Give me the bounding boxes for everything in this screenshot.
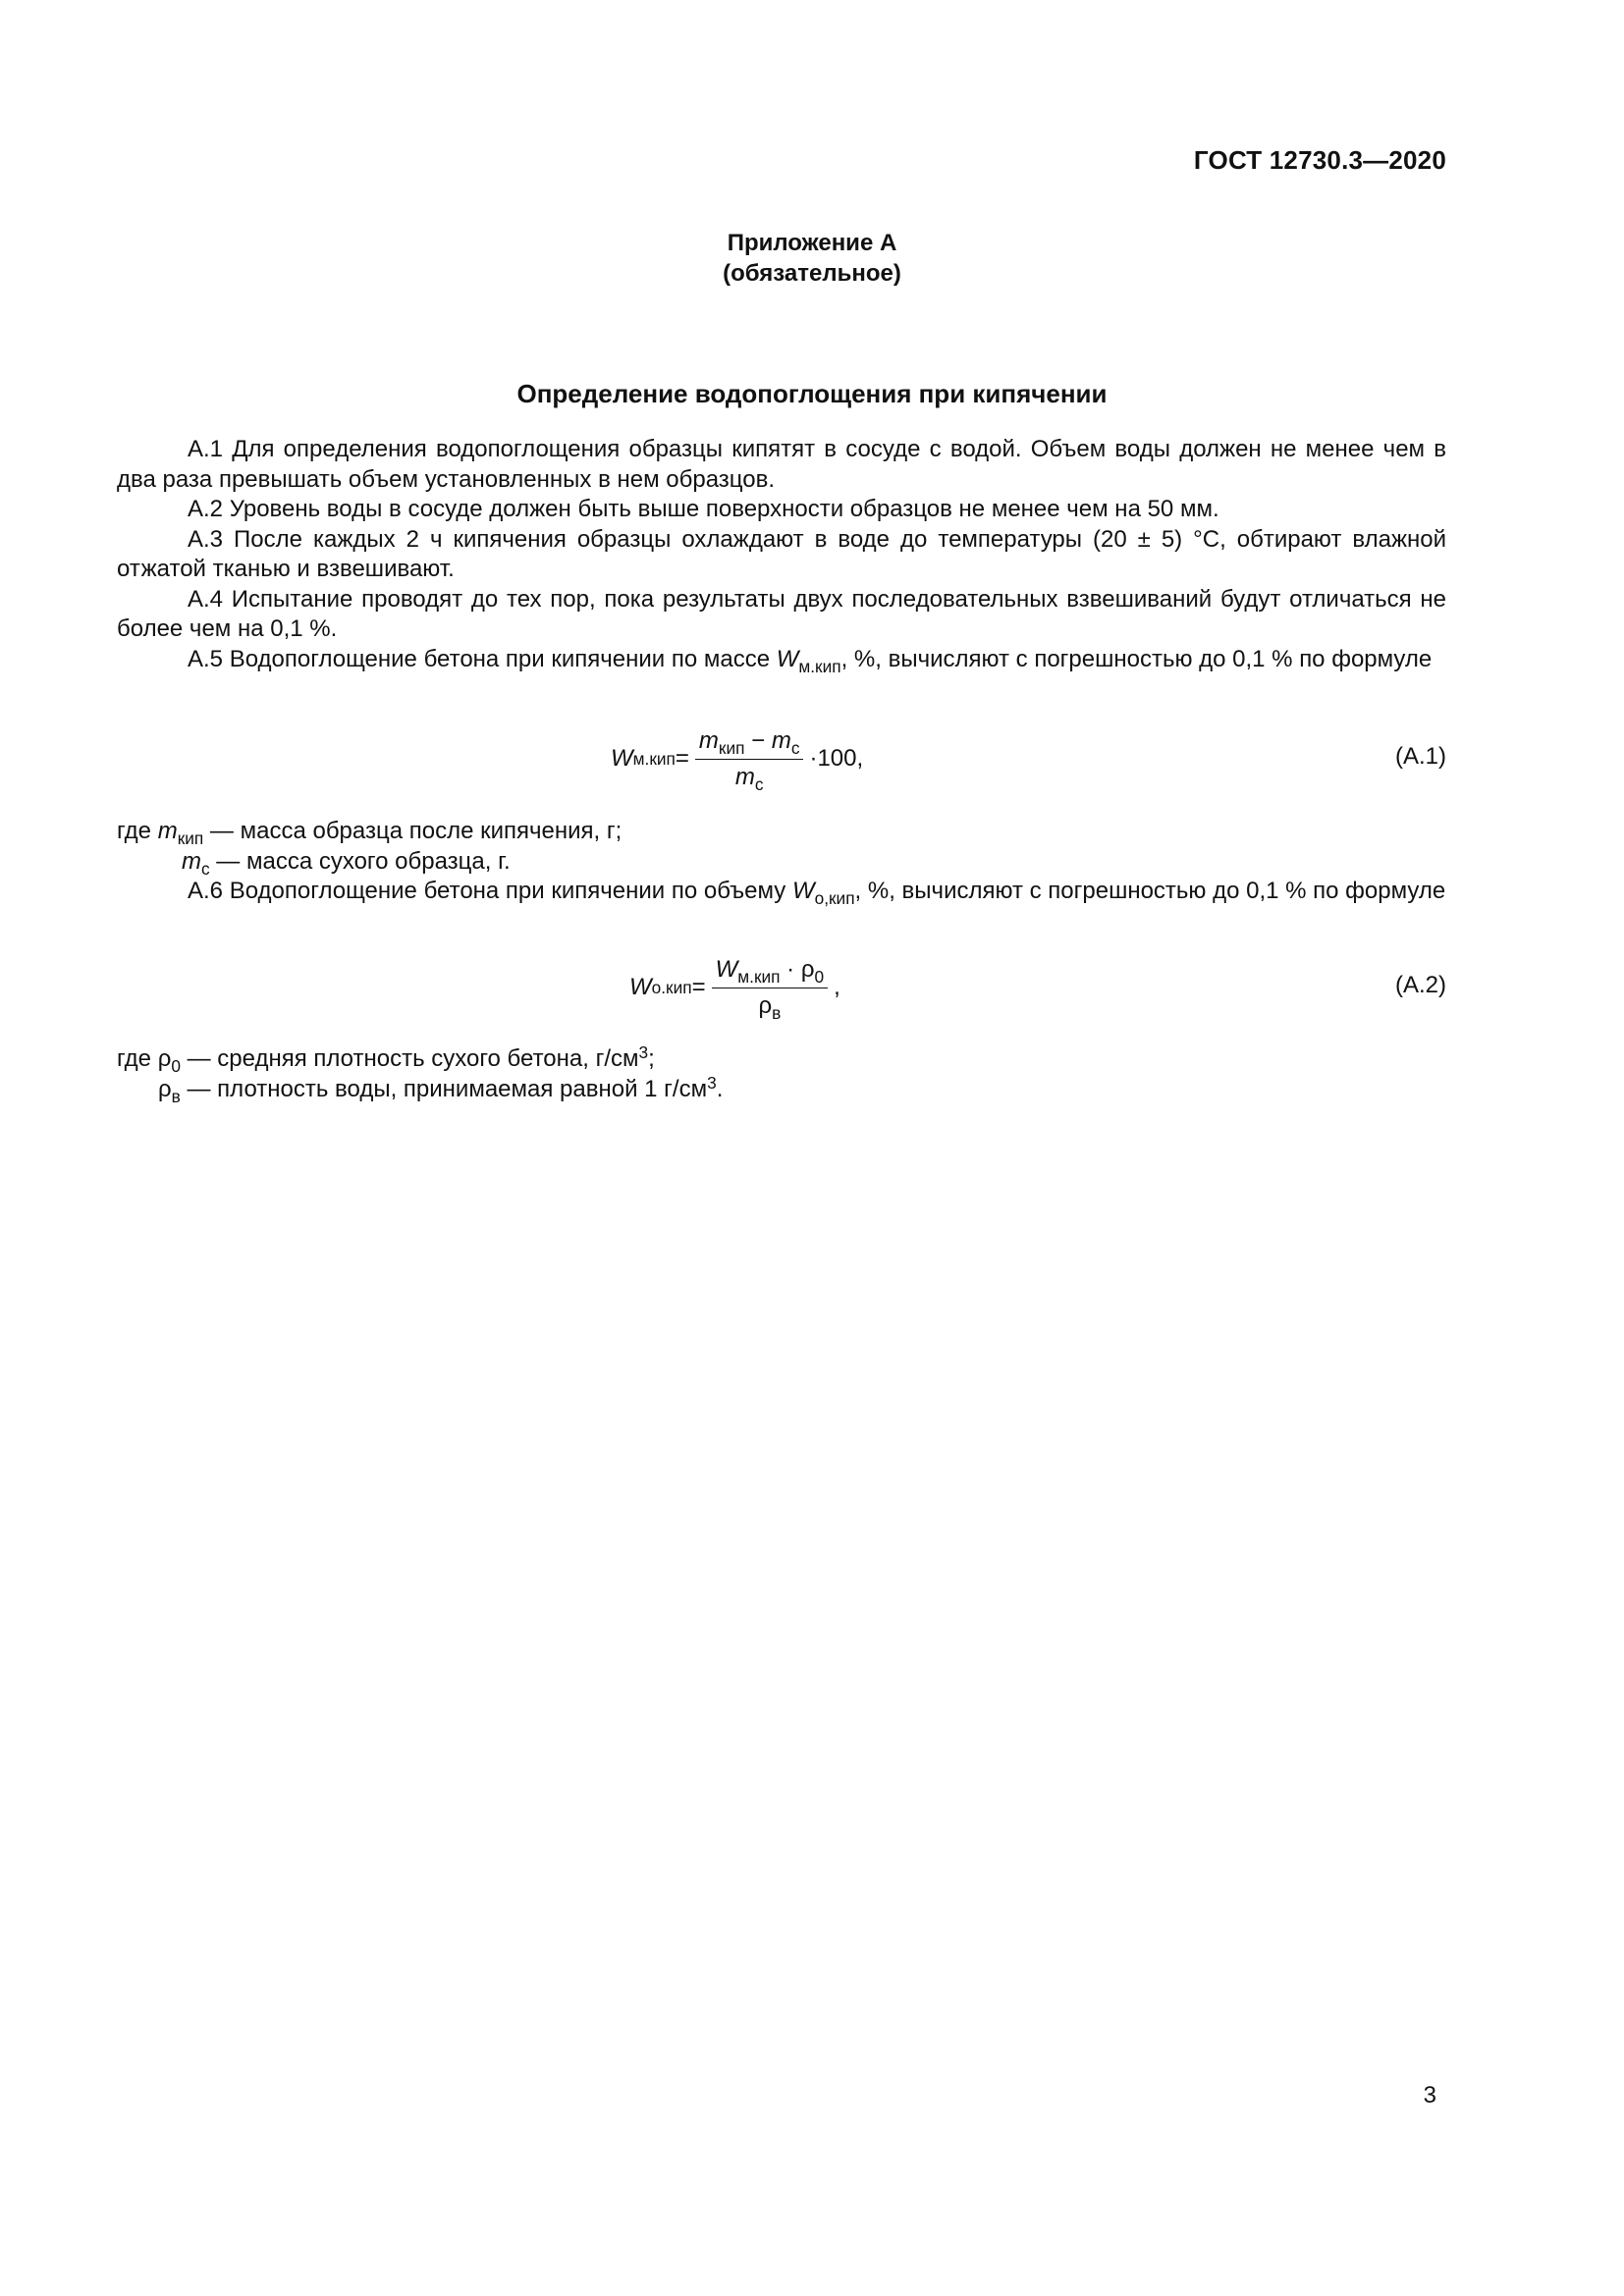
formula-a1-body: W м.кип = $\frac{m_{кип} - m_с}{m_с}$ ·100, <box>611 726 864 794</box>
equals-sign: = <box>675 745 689 772</box>
section-title: Определение водопоглощения при кипячении <box>516 379 1108 408</box>
minus-sign: − <box>744 726 772 754</box>
denominator <box>731 760 768 792</box>
formula-a2 <box>117 948 1446 1027</box>
a6-text-end: , %, вычисляют с погрешностью до 0,1 % по формуле <box>854 878 1446 904</box>
numerator <box>712 955 828 988</box>
where-line-m-c <box>117 847 1446 878</box>
symbol-subscript: кип <box>718 737 745 758</box>
where-text: — масса образца после кипячения, г; <box>203 818 623 844</box>
symbol-subscript: 0 <box>171 1056 181 1077</box>
equals-sign: = <box>691 974 706 1000</box>
symbol-superscript: 3 <box>638 1042 649 1063</box>
symbol-subscript: с <box>201 858 210 879</box>
where-text: — масса сухого образца, г. <box>209 847 511 875</box>
numerator <box>695 726 804 760</box>
symbol-subscript: м.кип <box>737 966 781 987</box>
annex-status: (обязательное) <box>723 260 901 287</box>
a5-text-end: , %, вычисляют с погрешностью до 0,1 % по формуле <box>840 645 1433 672</box>
where-text: — средняя плотность сухого бетона, г/см <box>180 1045 639 1072</box>
where-block-1 <box>117 817 1446 907</box>
formula-tail: ·100, <box>809 745 864 772</box>
where-end: ; <box>648 1045 655 1072</box>
annex-title: Приложение А <box>727 230 897 256</box>
fraction <box>695 726 804 792</box>
symbol-m: m <box>157 818 178 844</box>
symbol-w: W <box>715 955 738 983</box>
fraction <box>712 955 828 1021</box>
symbol-subscript: с <box>790 737 800 758</box>
formula-a1 <box>117 720 1446 798</box>
where-end: . <box>716 1075 724 1102</box>
symbol-m: m <box>734 763 755 790</box>
symbol-subscript: 0 <box>814 966 825 987</box>
multiply-dot: · <box>780 955 801 983</box>
symbol-subscript: м.кип <box>798 656 841 676</box>
paragraph-block-1 <box>117 435 1446 674</box>
equation-number: (А.2) <box>1394 972 1446 998</box>
page-number: 3 <box>1423 2082 1436 2109</box>
paragraph-a6 <box>117 877 1446 907</box>
symbol-m: m <box>771 726 791 754</box>
symbol-w: W <box>776 645 799 672</box>
a6-text-start: А.6 Водопоглощение бетона при кипячении по объему <box>188 878 792 904</box>
symbol-rho: ρ <box>158 1075 172 1102</box>
paragraph-a2: А.2 Уровень воды в сосуде должен быть выше поверхности образцов не менее чем на 50 мм. <box>188 496 1219 522</box>
symbol-rho: ρ <box>157 1045 172 1072</box>
paragraph-a1: А.1 Для определения водопоглощения образцы кипятят в сосуде с водой. Объем воды должен не менее чем в два раза превышать объем установленных в нем образцов. <box>117 436 1446 493</box>
paragraph-a3: А.3 После каждых 2 ч кипячения образцы охлаждают в воде до температуры (20 ± 5) °С, обтирают влажной отжатой тканью и взвешивают. <box>117 525 1446 582</box>
symbol-subscript: в <box>772 1002 782 1023</box>
symbol-m: m <box>182 847 201 875</box>
symbol-m: m <box>698 726 719 754</box>
symbol-rho: ρ <box>758 991 773 1019</box>
symbol-subscript: о,кип <box>814 888 855 909</box>
where-line-m-kip <box>117 817 1446 847</box>
symbol-subscript: с <box>754 774 764 794</box>
formula-tail: , <box>834 974 840 1000</box>
where-block-2 <box>117 1044 1446 1104</box>
symbol-w: W <box>611 745 633 772</box>
document-number: ГОСТ 12730.3—2020 <box>1193 145 1446 175</box>
denominator <box>754 988 785 1021</box>
symbol-superscript: 3 <box>707 1072 717 1093</box>
paragraph-a5 <box>117 645 1446 675</box>
where-line-rho-0 <box>117 1044 1446 1075</box>
symbol-subscript: кип <box>177 828 204 849</box>
where-text: — плотность воды, принимаемая равной 1 г/см <box>180 1075 708 1102</box>
where-lead: где <box>117 818 158 844</box>
symbol-subscript: в <box>171 1086 181 1106</box>
paragraph-a4: А.4 Испытание проводят до тех пор, пока результаты двух последовательных взвешиваний будут отличаться не более чем на 0,1 %. <box>117 585 1446 642</box>
symbol-rho: ρ <box>800 955 815 983</box>
formula-a2-body: W о.кип = $\frac{W_{м.кип} \cdot \rho_0}{\rho_в}$ , <box>629 955 840 1023</box>
where-lead: где <box>117 1045 158 1072</box>
symbol-w: W <box>791 878 815 904</box>
symbol-w: W <box>629 974 652 1000</box>
a5-text-start: А.5 Водопоглощение бетона при кипячении по массе <box>188 645 777 672</box>
where-line-rho-v <box>117 1072 1446 1106</box>
equation-number: (А.1) <box>1394 743 1446 770</box>
